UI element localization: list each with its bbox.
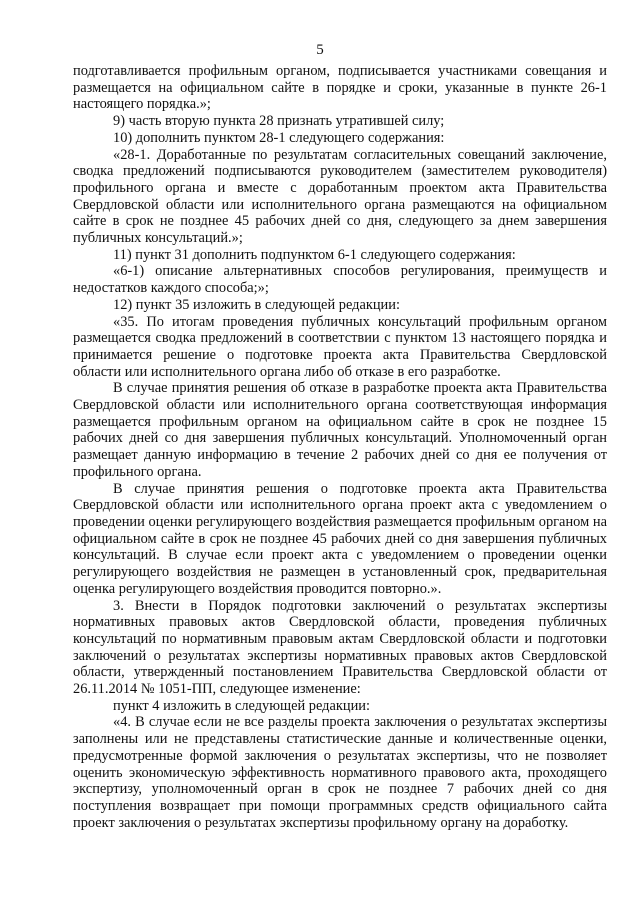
paragraph-28-1: «28-1. Доработанные по результатам согласительных совещаний заключение, сводка предложений подписываются руководителем (заместителем руководителя) профильного органа и вместе с доработанным проектом акта Правительства Свердловской области или исполнительного органа размещаются на официальном сайте в срок не позднее 45 рабочих дней со дня, следующего за днем завершения публичных консультаций.»; xyxy=(73,146,607,247)
paragraph-point-4-intro: пункт 4 изложить в следующей редакции: xyxy=(113,697,370,714)
list-item-12: 12) пункт 35 изложить в следующей редакции: xyxy=(113,296,400,313)
list-item-11: 11) пункт 31 дополнить подпунктом 6-1 следующего содержания: xyxy=(113,246,516,263)
paragraph-refusal-case: В случае принятия решения об отказе в разработке проекта акта Правительства Свердловской области или исполнительного органа соответствующая информация размещается профильным органом на официальном сайте в срок не позднее 15 рабочих дней со дня завершения публичных консультаций. Уполномоченный орган размещает данную информацию в течение 2 рабочих дней со дня ее получения от профильного органа. xyxy=(73,380,607,480)
paragraph-continuation: подготавливается профильным органом, подписывается участниками совещания и размещается на официальном сайте в порядке и сроки, указанные в пункте 26-1 настоящего порядка.»; xyxy=(73,63,607,113)
page-number: 5 xyxy=(316,42,324,58)
list-item-10: 10) дополнить пунктом 28-1 следующего содержания: xyxy=(113,129,445,146)
paragraph-6-1: «6-1) описание альтернативных способов регулирования, преимуществ и недостатков каждого способа;»; xyxy=(73,263,607,297)
list-item-9: 9) часть вторую пункта 28 признать утратившей силу; xyxy=(113,113,445,130)
paragraph-preparation-case: В случае принятия решения о подготовке проекта акта Правительства Свердловской области или исполнительного органа проект акта с уведомлением о проведении оценки регулирующего воздействия размещается профильным органом на официальном сайте в срок не позднее 45 рабочих дней со дня завершения публичных консультаций. В случае если проект акта с уведомлением о проведении оценки регулирующего воздействия не размещен в установленный срок, предварительная оценка регулирующего воздействия проводится повторно.». xyxy=(73,480,607,597)
paragraph-point-4: «4. В случае если не все разделы проекта заключения о результатах экспертизы заполнены или не представлены статистические данные и количественные оценки, предусмотренные формой заключения о результатах экспертизы, что не позволяет оценить экономическую эффективность нормативного правового акта, проходящего экспертизу, уполномоченный орган в срок не позднее 7 рабочих дней со дня поступления возвращает при помощи программных средств официального сайта проект заключения о результатах экспертизы профильному органу на доработку. xyxy=(73,714,607,831)
paragraph-35: «35. По итогам проведения публичных консультаций профильным органом размещается сводка предложений в соответствии с пунктом 13 настоящего порядка и принимается решение о подготовке проекта акта Правительства Свердловской области или исполнительного органа либо об отказе в его разработке. xyxy=(73,313,607,380)
section-3: 3. Внести в Порядок подготовки заключений о результатах экспертизы нормативных правовых актов Свердловской области, проведения публичных консультаций по нормативным правовым актам Свердловской области и подготовки заключений о результатах экспертизы нормативных правовых актов Свердловской области, утвержденный постановлением Правительства Свердловской области от 26.11.2014 № 1051-ПП, следующее изменение: xyxy=(73,597,607,698)
document-body xyxy=(73,63,607,831)
